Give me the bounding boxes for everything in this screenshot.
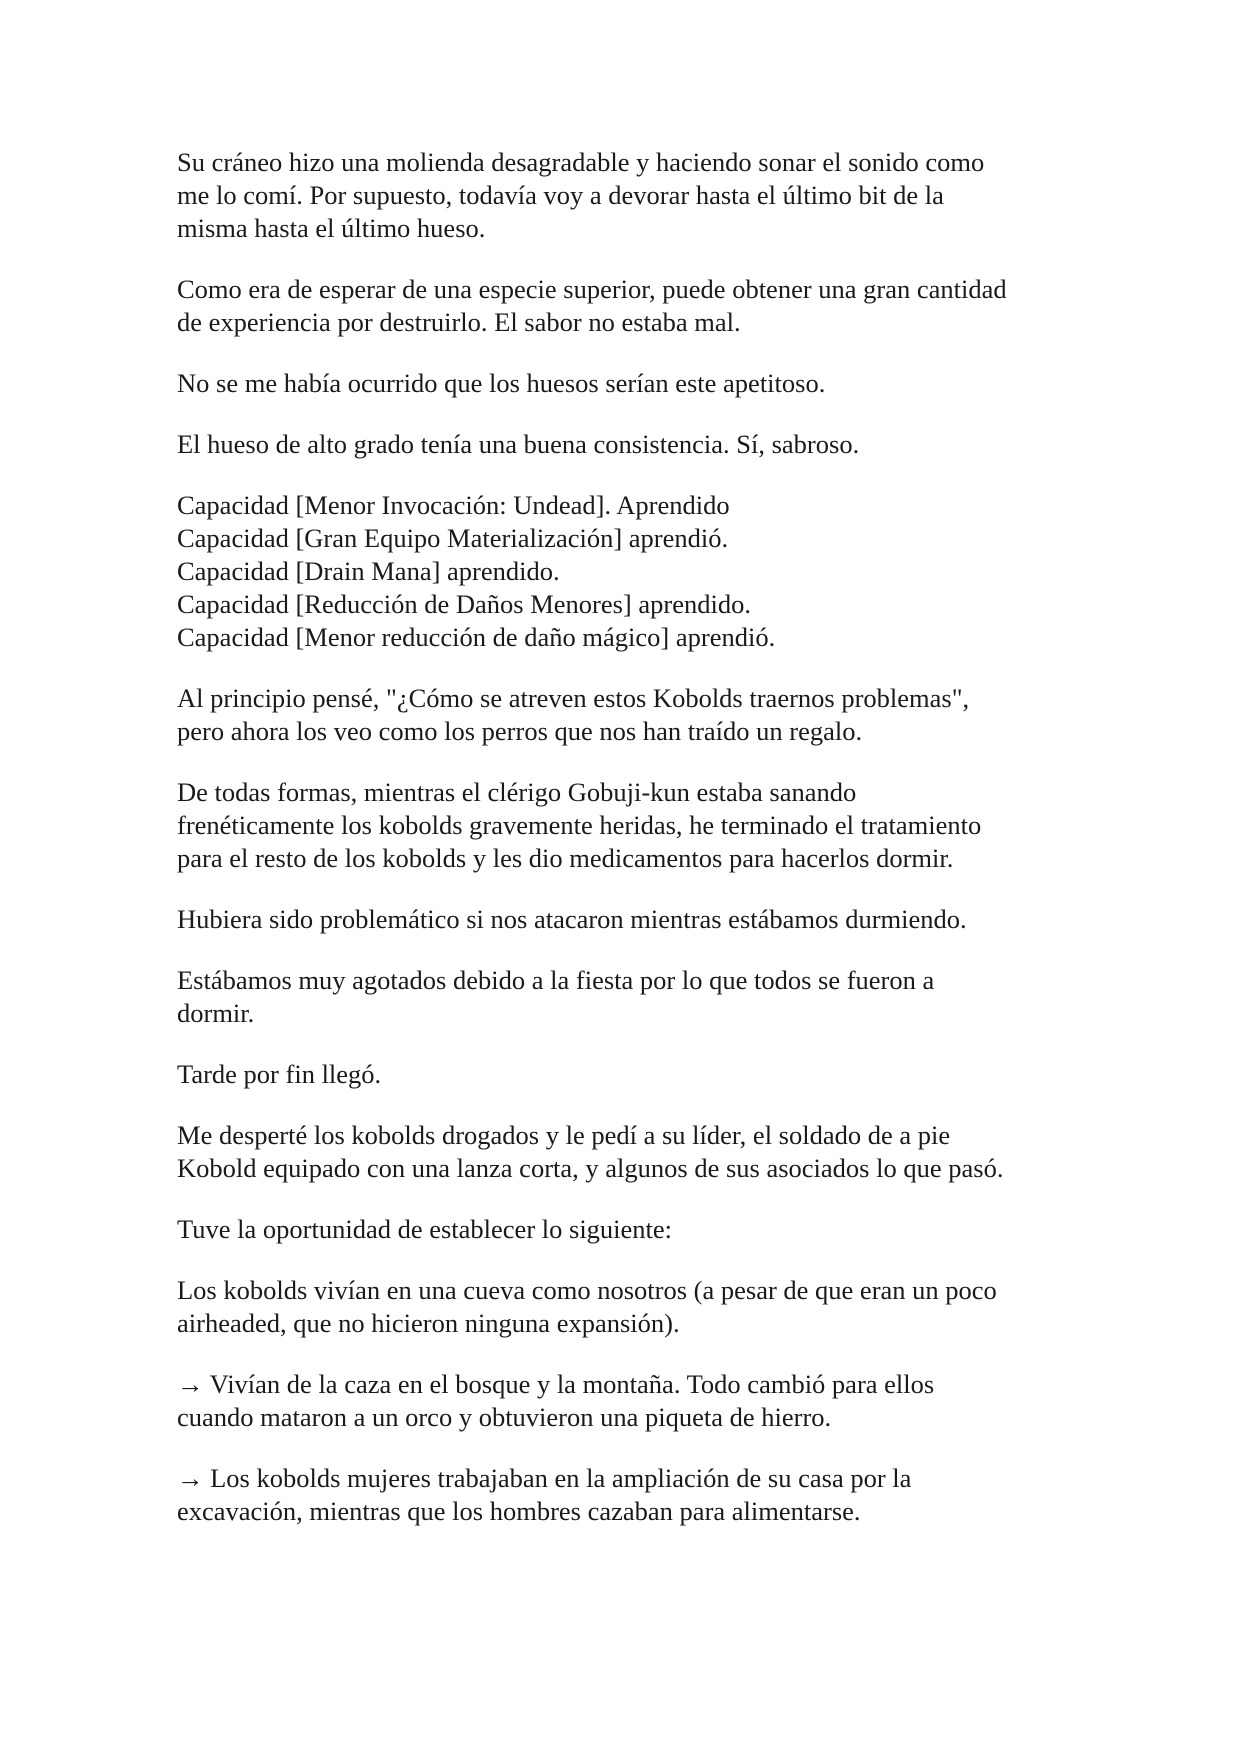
ability-line: Capacidad [Menor reducción de daño mágico] aprendió. bbox=[177, 622, 776, 652]
ability-line: Capacidad [Menor Invocación: Undead]. Aprendido bbox=[177, 490, 730, 520]
text-line: Tuve la oportunidad de establecer lo siguiente: bbox=[177, 1214, 673, 1244]
text-line: De todas formas, mientras el clérigo Gobuji-kun estaba sanando bbox=[177, 777, 857, 807]
paragraph-14-arrow bbox=[177, 1368, 1077, 1434]
text-line: → Los kobolds mujeres trabajaban en la ampliación de su casa por la bbox=[177, 1463, 912, 1493]
text-line: → Vivían de la caza en el bosque y la montaña. Todo cambió para ellos bbox=[177, 1369, 935, 1399]
text-line: Hubiera sido problemático si nos atacaron mientras estábamos durmiendo. bbox=[177, 904, 967, 934]
paragraph-8 bbox=[177, 903, 1077, 936]
ability-line: Capacidad [Reducción de Daños Menores] aprendido. bbox=[177, 589, 751, 619]
paragraph-13 bbox=[177, 1274, 1077, 1340]
paragraph-1 bbox=[177, 146, 1077, 245]
text-line: para el resto de los kobolds y les dio medicamentos para hacerlos dormir. bbox=[177, 843, 954, 873]
ability-line: Capacidad [Gran Equipo Materialización] aprendió. bbox=[177, 523, 729, 553]
text-line: airheaded, que no hicieron ninguna expansión). bbox=[177, 1308, 680, 1338]
paragraph-3 bbox=[177, 367, 1077, 400]
ability-line: Capacidad [Drain Mana] aprendido. bbox=[177, 556, 560, 586]
text-line: dormir. bbox=[177, 998, 255, 1028]
text-line: misma hasta el último hueso. bbox=[177, 213, 486, 243]
text-line: Kobold equipado con una lanza corta, y algunos de sus asociados lo que pasó. bbox=[177, 1153, 1004, 1183]
text-line: No se me había ocurrido que los huesos serían este apetitoso. bbox=[177, 368, 826, 398]
document-body bbox=[177, 146, 1077, 1556]
text-line: Como era de esperar de una especie superior, puede obtener una gran cantidad bbox=[177, 274, 1007, 304]
paragraph-7 bbox=[177, 776, 1077, 875]
text-line: Me desperté los kobolds drogados y le pedí a su líder, el soldado de a pie bbox=[177, 1120, 951, 1150]
paragraph-11 bbox=[177, 1119, 1077, 1185]
text-line: de experiencia por destruirlo. El sabor no estaba mal. bbox=[177, 307, 741, 337]
text-line: Los kobolds vivían en una cueva como nosotros (a pesar de que eran un poco bbox=[177, 1275, 997, 1305]
paragraph-15-arrow bbox=[177, 1462, 1077, 1528]
text-line: Su cráneo hizo una molienda desagradable y haciendo sonar el sonido como bbox=[177, 147, 985, 177]
text-line: frenéticamente los kobolds gravemente heridas, he terminado el tratamiento bbox=[177, 810, 982, 840]
paragraph-6 bbox=[177, 682, 1077, 748]
text-line: excavación, mientras que los hombres cazaban para alimentarse. bbox=[177, 1496, 861, 1526]
paragraph-12 bbox=[177, 1213, 1077, 1246]
text-line: me lo comí. Por supuesto, todavía voy a devorar hasta el último bit de la bbox=[177, 180, 944, 210]
paragraph-9 bbox=[177, 964, 1077, 1030]
text-line: pero ahora los veo como los perros que nos han traído un regalo. bbox=[177, 716, 863, 746]
text-line: Al principio pensé, "¿Cómo se atreven estos Kobolds traernos problemas", bbox=[177, 683, 970, 713]
text-line: Tarde por fin llegó. bbox=[177, 1059, 382, 1089]
text-line: El hueso de alto grado tenía una buena consistencia. Sí, sabroso. bbox=[177, 429, 860, 459]
paragraph-4 bbox=[177, 428, 1077, 461]
paragraph-2 bbox=[177, 273, 1077, 339]
text-line: cuando mataron a un orco y obtuvieron una piqueta de hierro. bbox=[177, 1402, 832, 1432]
paragraph-10 bbox=[177, 1058, 1077, 1091]
paragraph-5-abilities bbox=[177, 489, 1077, 654]
text-line: Estábamos muy agotados debido a la fiesta por lo que todos se fueron a bbox=[177, 965, 935, 995]
